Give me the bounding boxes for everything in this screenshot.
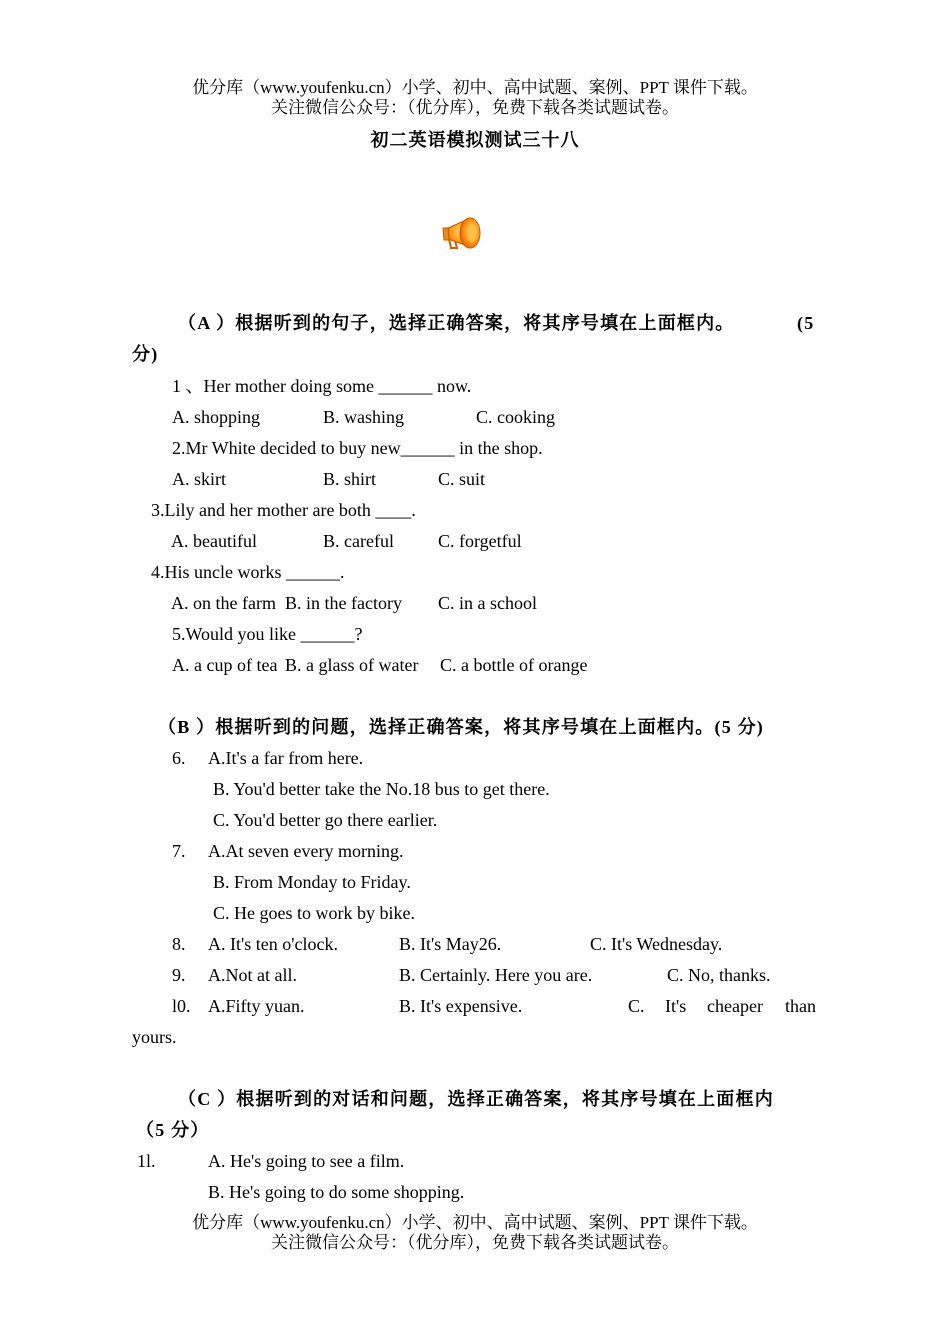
question-10-option-a: A.Fifty yuan. — [208, 996, 305, 1016]
section-a-score: (5 — [797, 313, 815, 333]
footer-line-1: 优分库（www.youfenku.cn）小学、初中、高中试题、案例、PPT 课件下载。 — [192, 1213, 758, 1232]
question-6-option-c: C. You'd better go there earlier. — [213, 810, 438, 830]
question-8-option-a: A. It's ten o'clock. — [208, 934, 338, 954]
question-8-option-c: C. It's Wednesday. — [590, 934, 723, 954]
question-2-option-b: B. shirt — [323, 469, 377, 489]
section-c-heading: （C ）根据听到的对话和问题，选择正确答案，将其序号填在上面框内 — [178, 1089, 774, 1109]
page-title: 初二英语模拟测试三十八 — [370, 130, 580, 150]
question-6-number: 6. — [172, 748, 186, 768]
question-11-option-a: A. He's going to see a film. — [208, 1151, 405, 1171]
header-line-2: 关注微信公众号：（优分库），免费下载各类试题试卷。 — [271, 98, 679, 117]
question-10-option-c-word-2: cheaper — [707, 996, 763, 1016]
question-7-option-b: B. From Monday to Friday. — [213, 872, 411, 892]
question-6-option-b: B. You'd better take the No.18 bus to get there. — [213, 779, 550, 799]
question-5-option-a: A. a cup of tea — [172, 655, 278, 675]
question-11-number: 1l. — [137, 1151, 156, 1171]
question-11-option-b: B. He's going to do some shopping. — [208, 1182, 465, 1202]
section-b-heading: （B ）根据听到的问题，选择正确答案，将其序号填在上面框内。(5 分) — [158, 717, 764, 737]
question-5-stem: 5.Would you like ______? — [172, 624, 363, 644]
question-9-option-c: C. No, thanks. — [667, 965, 771, 985]
question-10-option-b: B. It's expensive. — [399, 996, 523, 1016]
question-9-option-b: B. Certainly. Here you are. — [399, 965, 593, 985]
question-4-option-b: B. in the factory — [285, 593, 402, 613]
question-1-option-a: A. shopping — [172, 407, 261, 427]
question-10-option-c-word-3: than — [785, 996, 816, 1016]
question-4-option-c: C. in a school — [438, 593, 537, 613]
question-8-number: 8. — [172, 934, 186, 954]
question-10-number: l0. — [172, 996, 191, 1016]
question-3-option-a: A. beautiful — [171, 531, 257, 551]
question-7-option-c: C. He goes to work by bike. — [213, 903, 415, 923]
section-a-heading: （A ）根据听到的句子，选择正确答案，将其序号填在上面框内。 — [178, 313, 735, 333]
header-line-1: 优分库（www.youfenku.cn）小学、初中、高中试题、案例、PPT 课件下载。 — [192, 78, 758, 97]
section-c-score: （5 分） — [136, 1120, 210, 1140]
question-2-option-a: A. skirt — [172, 469, 226, 489]
question-3-option-c: C. forgetful — [438, 531, 522, 551]
question-9-option-a: A.Not at all. — [208, 965, 297, 985]
question-7-option-a: A.At seven every morning. — [208, 841, 404, 861]
question-8-option-b: B. It's May26. — [399, 934, 502, 954]
footer-line-2: 关注微信公众号：（优分库），免费下载各类试题试卷。 — [271, 1233, 679, 1252]
section-a-score-unit: 分) — [132, 344, 159, 364]
question-7-number: 7. — [172, 841, 186, 861]
question-10-option-c-word-4: yours. — [132, 1027, 177, 1047]
question-3-stem: 3.Lily and her mother are both ____. — [151, 500, 416, 520]
question-10-option-c-word-1: It's — [665, 996, 687, 1016]
question-6-option-a: A.It's a far from here. — [208, 748, 364, 768]
question-1-option-c: C. cooking — [476, 407, 555, 427]
question-2-stem: 2.Mr White decided to buy new______ in the shop. — [172, 438, 543, 458]
question-10-option-c-label: C. — [628, 996, 645, 1016]
question-1-stem: 1 、Her mother doing some ______ now. — [172, 376, 472, 396]
question-2-option-c: C. suit — [438, 469, 486, 489]
megaphone-icon — [440, 212, 488, 254]
question-9-number: 9. — [172, 965, 186, 985]
question-3-option-b: B. careful — [323, 531, 394, 551]
question-4-stem: 4.His uncle works ______. — [151, 562, 345, 582]
question-5-option-c: C. a bottle of orange — [440, 655, 588, 675]
question-4-option-a: A. on the farm — [171, 593, 276, 613]
question-1-option-b: B. washing — [323, 407, 404, 427]
question-5-option-b: B. a glass of water — [285, 655, 419, 675]
